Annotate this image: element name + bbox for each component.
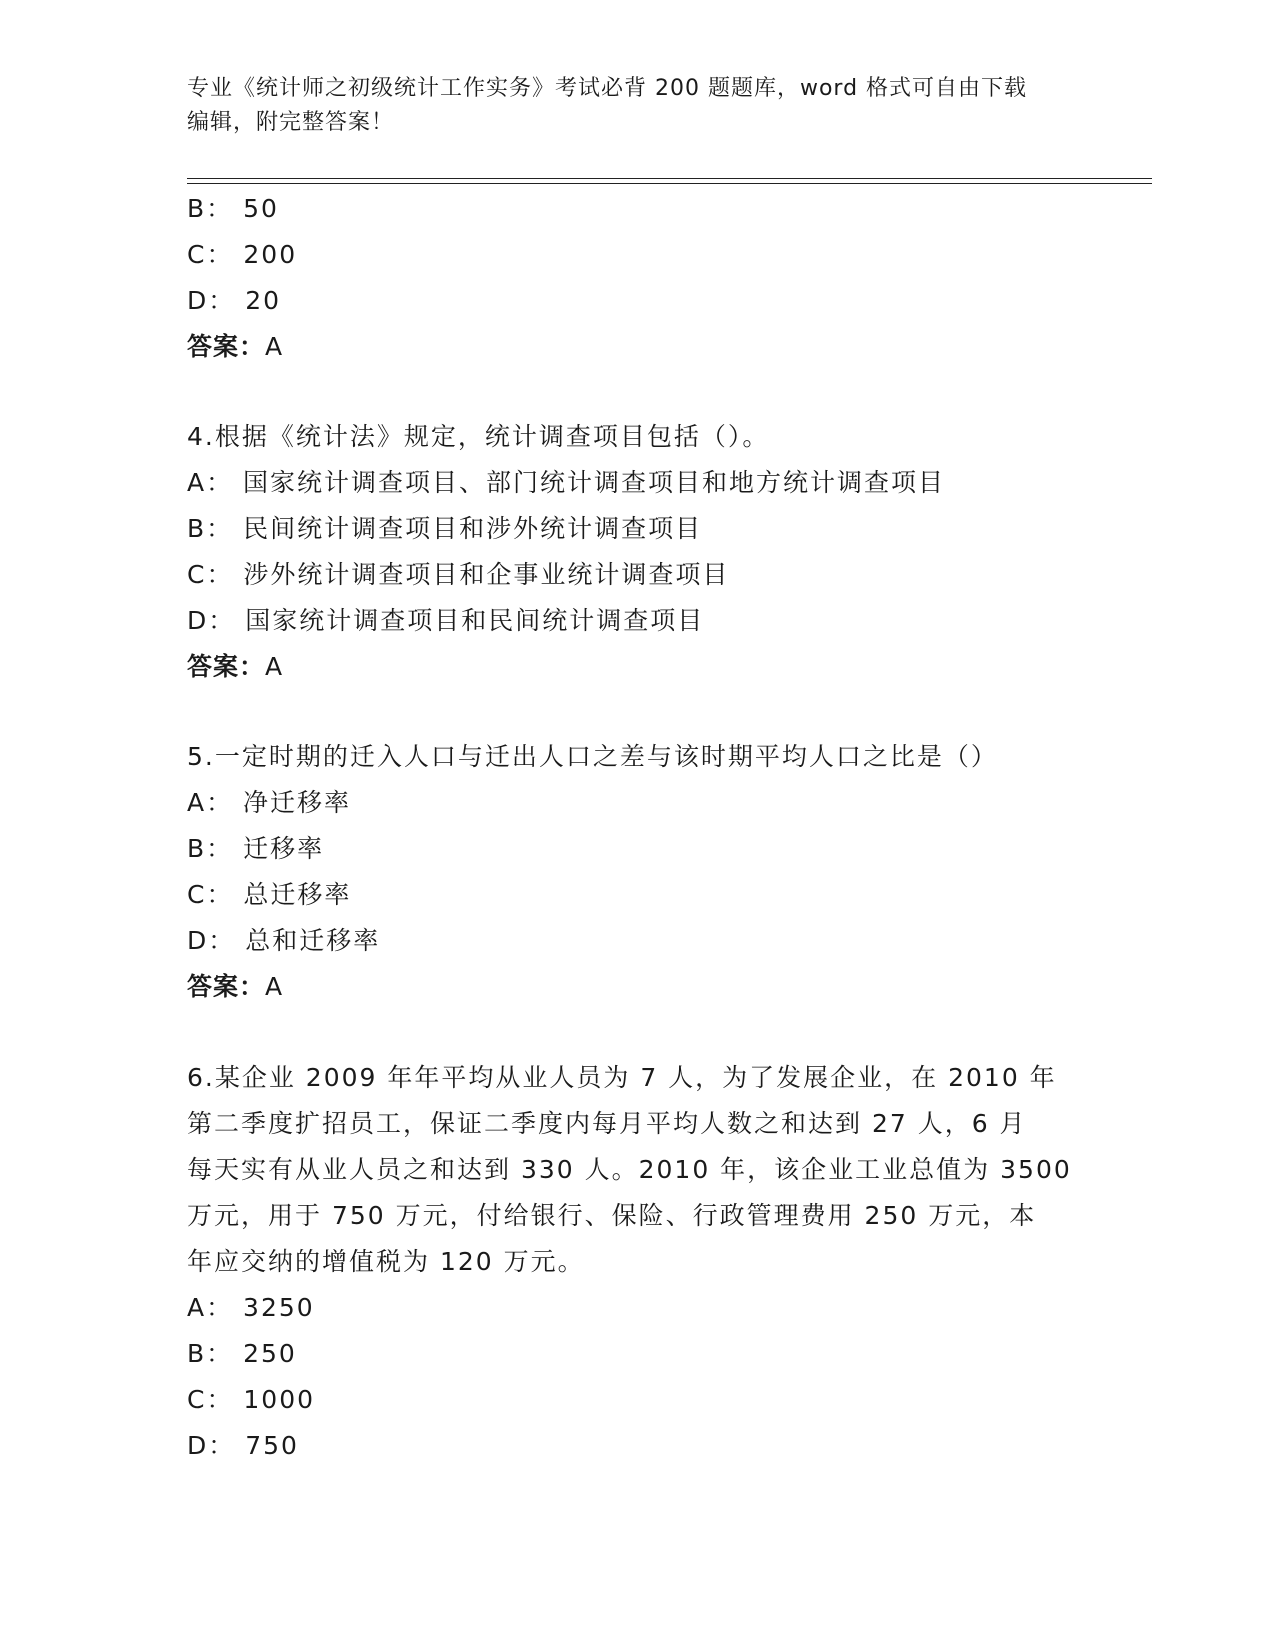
q3-option-d: D： 20 xyxy=(187,286,282,315)
q4-option-a: A： 国家统计调查项目、部门统计调查项目和地方统计调查项目 xyxy=(187,468,946,497)
question-3-tail xyxy=(187,186,1087,370)
q3-option-b: B： 50 xyxy=(187,194,279,223)
q3-option-c: C： 200 xyxy=(187,240,298,269)
q4-option-d: D： 国家统计调查项目和民间统计调查项目 xyxy=(187,606,705,635)
header-divider-top xyxy=(187,178,1152,179)
header-divider-bottom xyxy=(187,183,1152,184)
q5-option-b: B： 迁移率 xyxy=(187,834,325,863)
q6-option-d: D： 750 xyxy=(187,1431,299,1460)
q4-answer-label: 答案： xyxy=(187,652,266,681)
q6-stem-line-4: 万元，用于 750 万元，付给银行、保险、行政管理费用 250 万元，本 xyxy=(187,1201,1037,1230)
q5-option-d: D： 总和迁移率 xyxy=(187,926,381,955)
q3-answer-label: 答案： xyxy=(187,332,266,361)
question-6 xyxy=(187,1055,1087,1469)
q3-answer-value: A xyxy=(265,332,285,361)
q5-answer-label: 答案： xyxy=(187,972,266,1001)
document-header xyxy=(187,72,1087,140)
question-4 xyxy=(187,414,1087,690)
q4-answer-value: A xyxy=(265,652,285,681)
q5-stem: 5.一定时期的迁入人口与迁出人口之差与该时期平均人口之比是（） xyxy=(187,742,998,771)
q6-stem-line-1: 6.某企业 2009 年年平均从业人员为 7 人，为了发展企业，在 2010 年 xyxy=(187,1063,1057,1092)
q5-option-c: C： 总迁移率 xyxy=(187,880,352,909)
q4-answer xyxy=(187,644,1087,690)
q5-answer xyxy=(187,964,1087,1010)
header-line-2: 编辑，附完整答案！ xyxy=(187,110,395,135)
q4-option-c: C： 涉外统计调查项目和企事业统计调查项目 xyxy=(187,560,730,589)
q5-option-a: A： 净迁移率 xyxy=(187,788,352,817)
q4-stem: 4.根据《统计法》规定，统计调查项目包括（）。 xyxy=(187,422,770,451)
header-line-1: 专业《统计师之初级统计工作实务》考试必背 200 题题库，word 格式可自由下载 xyxy=(187,76,1028,101)
q6-stem-line-5: 年应交纳的增值税为 120 万元。 xyxy=(187,1247,585,1276)
question-5 xyxy=(187,734,1087,1010)
q3-answer xyxy=(187,324,1087,370)
q6-stem-line-3: 每天实有从业人员之和达到 330 人。2010 年，该企业工业总值为 3500 xyxy=(187,1155,1072,1184)
q5-answer-value: A xyxy=(265,972,285,1001)
q6-option-c: C： 1000 xyxy=(187,1385,316,1414)
q6-stem-line-2: 第二季度扩招员工，保证二季度内每月平均人数之和达到 27 人，6 月 xyxy=(187,1109,1027,1138)
q4-option-b: B： 民间统计调查项目和涉外统计调查项目 xyxy=(187,514,703,543)
q6-option-a: A： 3250 xyxy=(187,1293,315,1322)
q6-option-b: B： 250 xyxy=(187,1339,297,1368)
